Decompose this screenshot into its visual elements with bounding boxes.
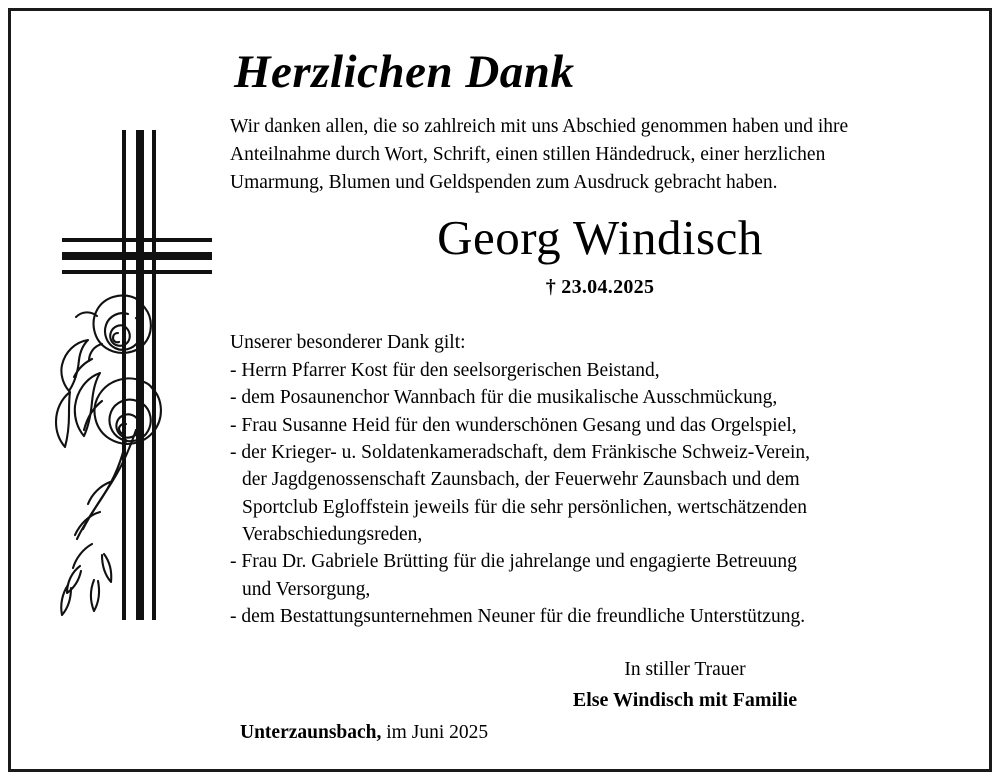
list-item: - dem Posaunenchor Wannbach für die musikalische Ausschmückung, xyxy=(230,387,778,409)
closing-block xyxy=(230,656,970,715)
intro-line: Wir danken allen, die so zahlreich mit uns Abschied genommen haben und ihre xyxy=(230,116,849,138)
deceased-name: Georg Windisch xyxy=(437,210,763,266)
list-item: - Herrn Pfarrer Kost für den seelsorgerischen Beistand, xyxy=(230,360,660,382)
list-item-continuation: und Versorgung, xyxy=(242,578,371,600)
list-item-continuation: Verabschiedungsreden, xyxy=(242,523,423,545)
list-item: - dem Bestattungsunternehmen Neuner für die freundliche Unterstützung. xyxy=(230,605,806,627)
list-item-continuation: Sportclub Egloffstein jeweils für die sehr persönlichen, wertschätzenden xyxy=(242,496,807,518)
intro-line: Umarmung, Blumen und Geldspenden zum Ausdruck gebracht haben. xyxy=(230,171,778,193)
page-title: Herzlichen Dank xyxy=(234,46,575,98)
intro-line: Anteilnahme durch Wort, Schrift, einen stillen Händedruck, einer herzlichen xyxy=(230,144,826,166)
card-inner xyxy=(14,14,986,766)
cross-with-roses-icon xyxy=(40,130,230,620)
mourner-name: Else Windisch mit Familie xyxy=(572,689,798,712)
list-item: - Frau Dr. Gabriele Brütting für die jahrelange und engagierte Betreuung xyxy=(230,551,797,573)
place-and-date xyxy=(240,722,488,744)
place-name: Unterzaunsbach, xyxy=(240,722,382,743)
notice-date: im Juni 2025 xyxy=(386,722,489,743)
list-item-continuation: der Jagdgenossenschaft Zaunsbach, der Feuerwehr Zaunsbach und dem xyxy=(242,469,800,491)
list-item: - Frau Susanne Heid für den wunderschönen Gesang und das Orgelspiel, xyxy=(230,414,797,436)
intro-paragraph xyxy=(230,113,970,196)
notice-content xyxy=(230,34,970,715)
thanks-lead: Unserer besonderer Dank gilt: xyxy=(230,331,466,353)
closing-line: In stiller Trauer xyxy=(624,659,746,681)
thanks-list xyxy=(230,329,970,630)
death-date: † 23.04.2025 xyxy=(545,275,655,298)
list-item: - der Krieger- u. Soldatenkameradschaft, dem Fränkische Schweiz-Verein, xyxy=(230,442,811,464)
